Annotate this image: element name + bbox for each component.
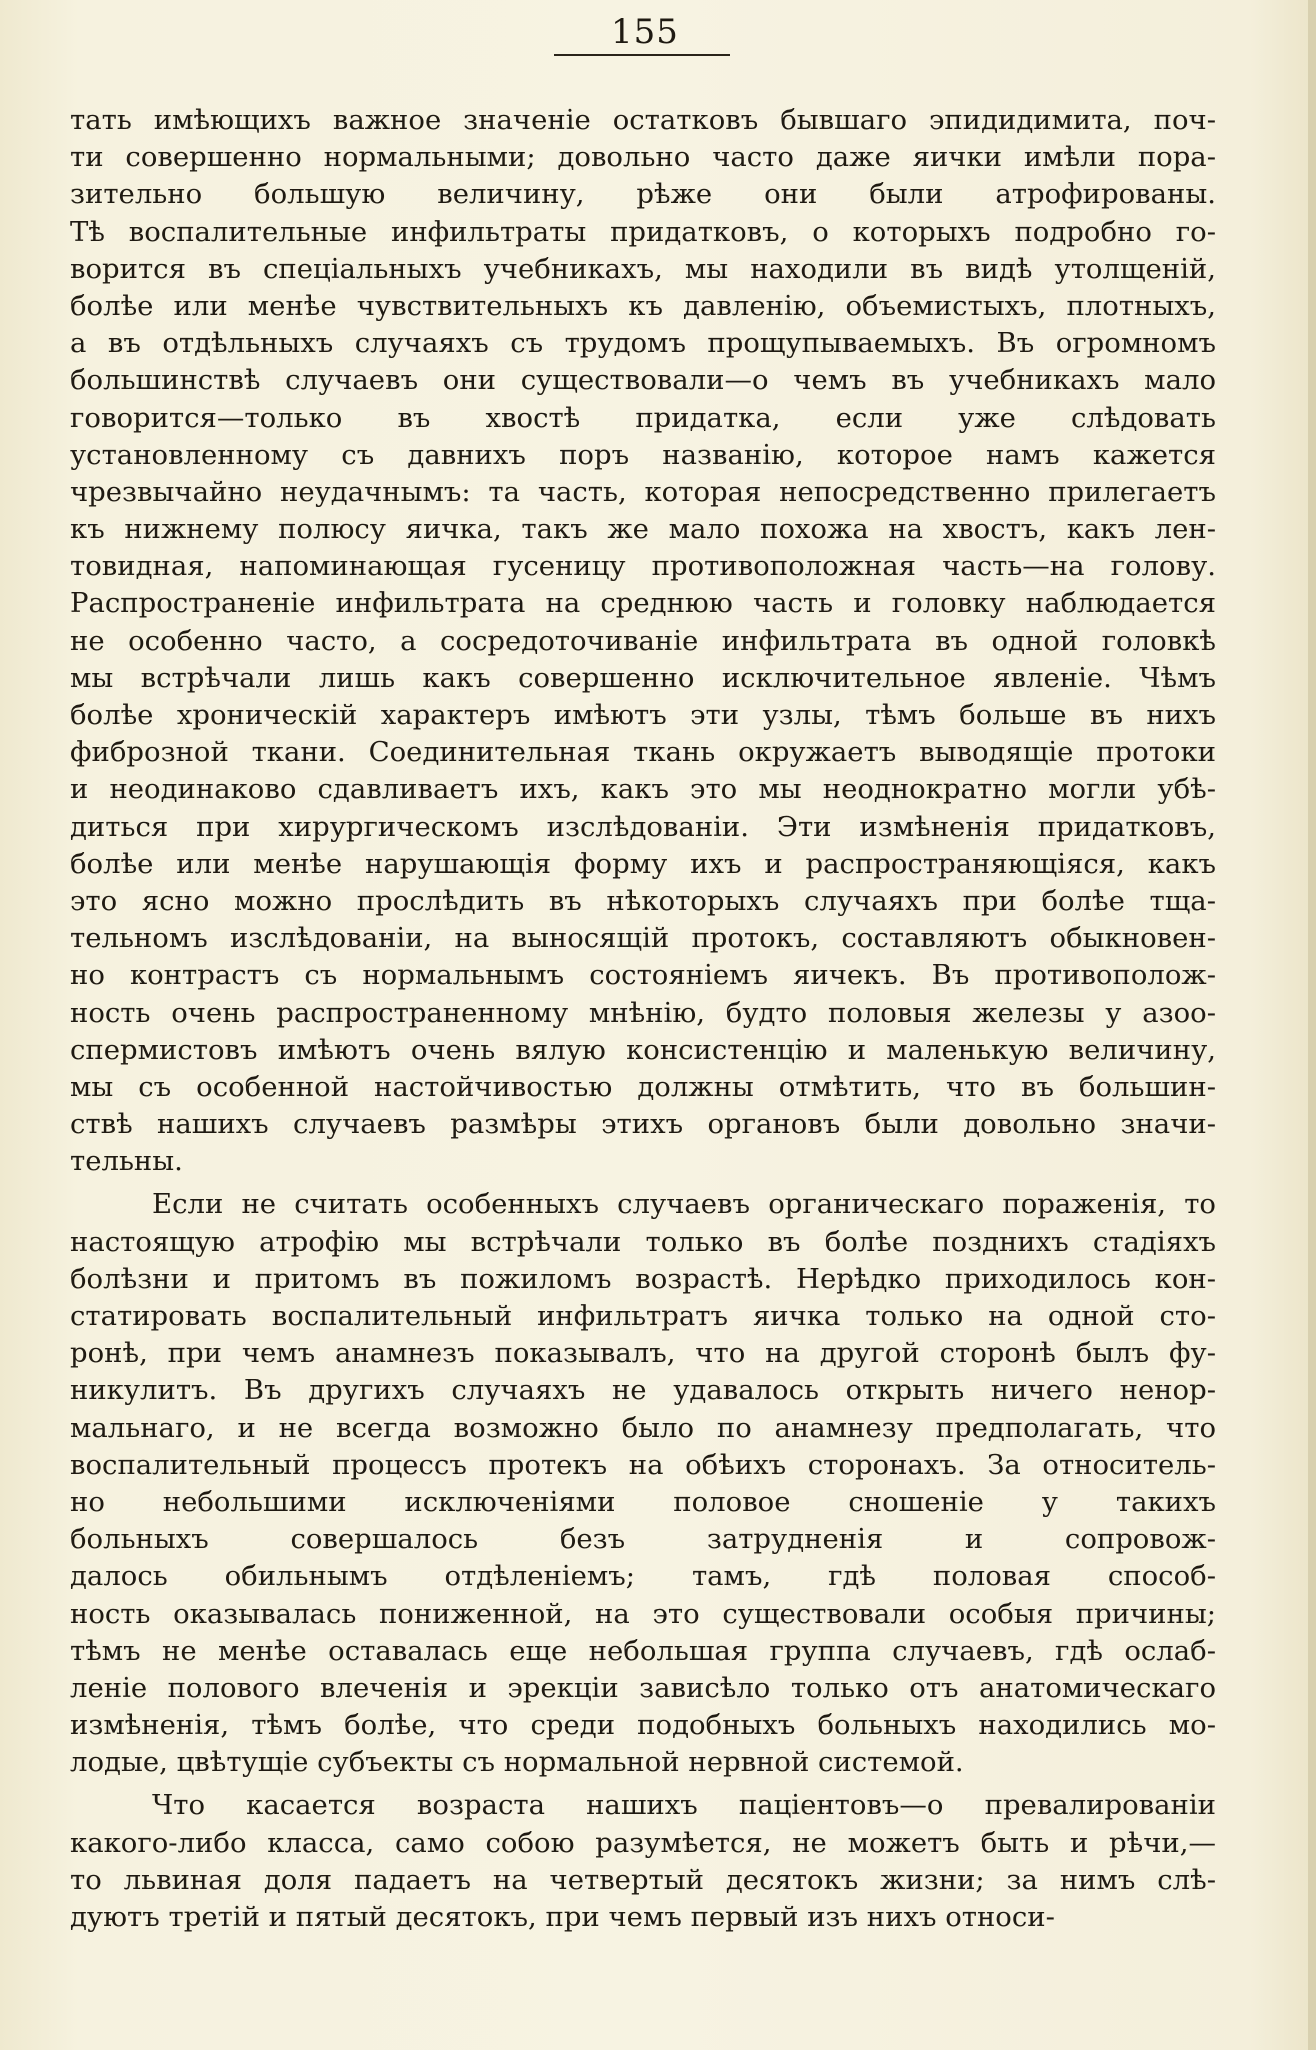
text-line: ность очень распространенному мнѣнiю, будто половыя железы у азоо-	[70, 996, 1216, 1029]
text-line: это ясно можно прослѣдить въ нѣкоторыхъ случаяхъ при болѣе тща-	[70, 884, 1216, 917]
text-line: диться при хирургическомъ изслѣдованiи. Эти измѣненiя придатковъ,	[70, 810, 1216, 843]
text-line: тѣмъ не менѣе оставалась еще небольшая группа случаевъ, гдѣ ослаб-	[70, 1634, 1216, 1667]
text-line: статировать воспалительный инфильтратъ яичка только на одной сто-	[70, 1300, 1216, 1332]
text-line: ствѣ нашихъ случаевъ размѣры этихъ органовъ были довольно значи-	[70, 1108, 1216, 1141]
text-line: но контрастъ съ нормальнымъ состоянiемъ яичекъ. Въ противополож-	[70, 959, 1216, 992]
text-line: мы съ особенной настойчивостью должны отмѣтить, что въ большин-	[70, 1070, 1216, 1103]
text-line: мы встрѣчали лишь какъ совершенно исключительное явленiе. Чѣмъ	[70, 661, 1216, 694]
text-line: болѣзни и притомъ въ пожиломъ возрастѣ. Нерѣдко приходилось кон-	[70, 1262, 1216, 1295]
text-line: ронѣ, при чемъ анамнезъ показывалъ, что на другой сторонѣ былъ фу-	[70, 1337, 1216, 1370]
text-line: зительно большую величину, рѣже они были атрофированы.	[70, 178, 1216, 211]
text-line: спермистовъ имѣютъ очень вялую консистенцiю и маленькую величину,	[70, 1033, 1216, 1066]
text-line: мальнаго, и не всегда возможно было по анамнезу предполагать, что	[70, 1411, 1216, 1444]
text-line: воспалительный процессъ протекъ на обѣихъ сторонахъ. За относитель-	[70, 1448, 1216, 1481]
text-line: настоящую атрофiю мы встрѣчали только въ болѣе позднихъ стадiяхъ	[70, 1225, 1216, 1258]
page-edge	[1308, 0, 1316, 2050]
text-line: ленiе полового влеченiя и эрекцiи зависѣло только отъ анатомическаго	[70, 1671, 1216, 1704]
text-line: а въ отдѣльныхъ случаяхъ съ трудомъ прощупываемыхъ. Въ огромномъ	[70, 327, 1216, 360]
body-text	[70, 102, 1216, 1936]
text-line: тать имѣющихъ важное значенiе остатковъ бывшаго эпидидимита, поч-	[70, 104, 1216, 136]
text-line: установленному съ давнихъ поръ названiю, которое намъ кажется	[70, 438, 1216, 471]
text-line: болѣе хроническiй характеръ имѣютъ эти узлы, тѣмъ больше въ нихъ	[70, 699, 1216, 731]
text-line: большинствѣ случаевъ они существовали—о чемъ въ учебникахъ мало	[70, 364, 1216, 397]
text-line: къ нижнему полюсу яичка, такъ же мало похожа на хвостъ, какъ лен-	[70, 513, 1216, 546]
page-number: 155	[611, 12, 679, 52]
text-line: не особенно часто, а сосредоточиванiе инфильтрата въ одной головкѣ	[70, 624, 1216, 657]
text-line: далось обильнымъ отдѣленiемъ; тамъ, гдѣ половая способ-	[70, 1560, 1216, 1593]
text-line: говорится—только въ хвостѣ придатка, если уже слѣдовать	[70, 401, 1216, 434]
paragraph	[70, 1186, 1216, 1781]
text-line: больныхъ совершалось безъ затрудненiя и сопровож-	[70, 1523, 1216, 1556]
text-line: болѣе или менѣе чувствительныхъ къ давленiю, объемистыхъ, плотныхъ,	[70, 289, 1216, 322]
text-line: болѣе или менѣе нарушающiя форму ихъ и распространяющiяся, какъ	[70, 847, 1216, 880]
text-line: Если не считать особенныхъ случаевъ органическаго пораженiя, то	[152, 1188, 1216, 1221]
text-line: дуютъ третiй и пятый десятокъ, при чемъ первый изъ нихъ относи-	[70, 1901, 1055, 1933]
text-line: то львиная доля падаетъ на четвертый десятокъ жизни; за нимъ слѣ-	[70, 1863, 1216, 1896]
text-line: чрезвычайно неудачнымъ: та часть, которая непосредственно прилегаетъ	[70, 475, 1216, 508]
text-line: ворится въ спецiальныхъ учебникахъ, мы находили въ видѣ утолщенiй,	[70, 252, 1216, 285]
header-rule	[554, 54, 730, 56]
text-line: никулитъ. Въ другихъ случаяхъ не удавалось открыть ничего ненор-	[70, 1374, 1216, 1407]
text-line: фиброзной ткани. Соединительная ткань окружаетъ выводящiе протоки	[70, 736, 1216, 769]
text-line: измѣненiя, тѣмъ болѣе, что среди подобныхъ больныхъ находились мо-	[70, 1709, 1216, 1742]
text-line: ность оказывалась пониженной, на это существовали особыя причины;	[70, 1597, 1216, 1630]
text-line: товидная, напоминающая гусеницу противоположная часть—на голову.	[70, 550, 1216, 583]
paragraph	[70, 102, 1216, 1180]
text-line: Что касается возраста нашихъ пацiентовъ—о превалированiи	[152, 1789, 1216, 1822]
paragraph	[70, 1787, 1216, 1936]
text-line: какого-либо класса, само собою разумѣется, не можетъ быть и рѣчи,—	[70, 1826, 1216, 1859]
text-line: Тѣ воспалительные инфильтраты придатковъ, о которыхъ подробно го-	[70, 215, 1216, 248]
text-line: Распространенiе инфильтрата на среднюю часть и головку наблюдается	[70, 587, 1216, 620]
text-line: тельны.	[70, 1145, 183, 1178]
text-line: тельномъ изслѣдованiи, на выносящiй протокъ, составляютъ обыкновен-	[70, 922, 1216, 955]
text-line: но небольшими исключенiями половое сношенiе у такихъ	[70, 1485, 1216, 1518]
text-line: ти совершенно нормальными; довольно часто даже яички имѣли пора-	[70, 141, 1216, 174]
text-line: и неодинаково сдавливаетъ ихъ, какъ это мы неоднократно могли убѣ-	[70, 773, 1216, 806]
text-line: лодые, цвѣтущiе субъекты съ нормальной нервной системой.	[70, 1746, 964, 1779]
